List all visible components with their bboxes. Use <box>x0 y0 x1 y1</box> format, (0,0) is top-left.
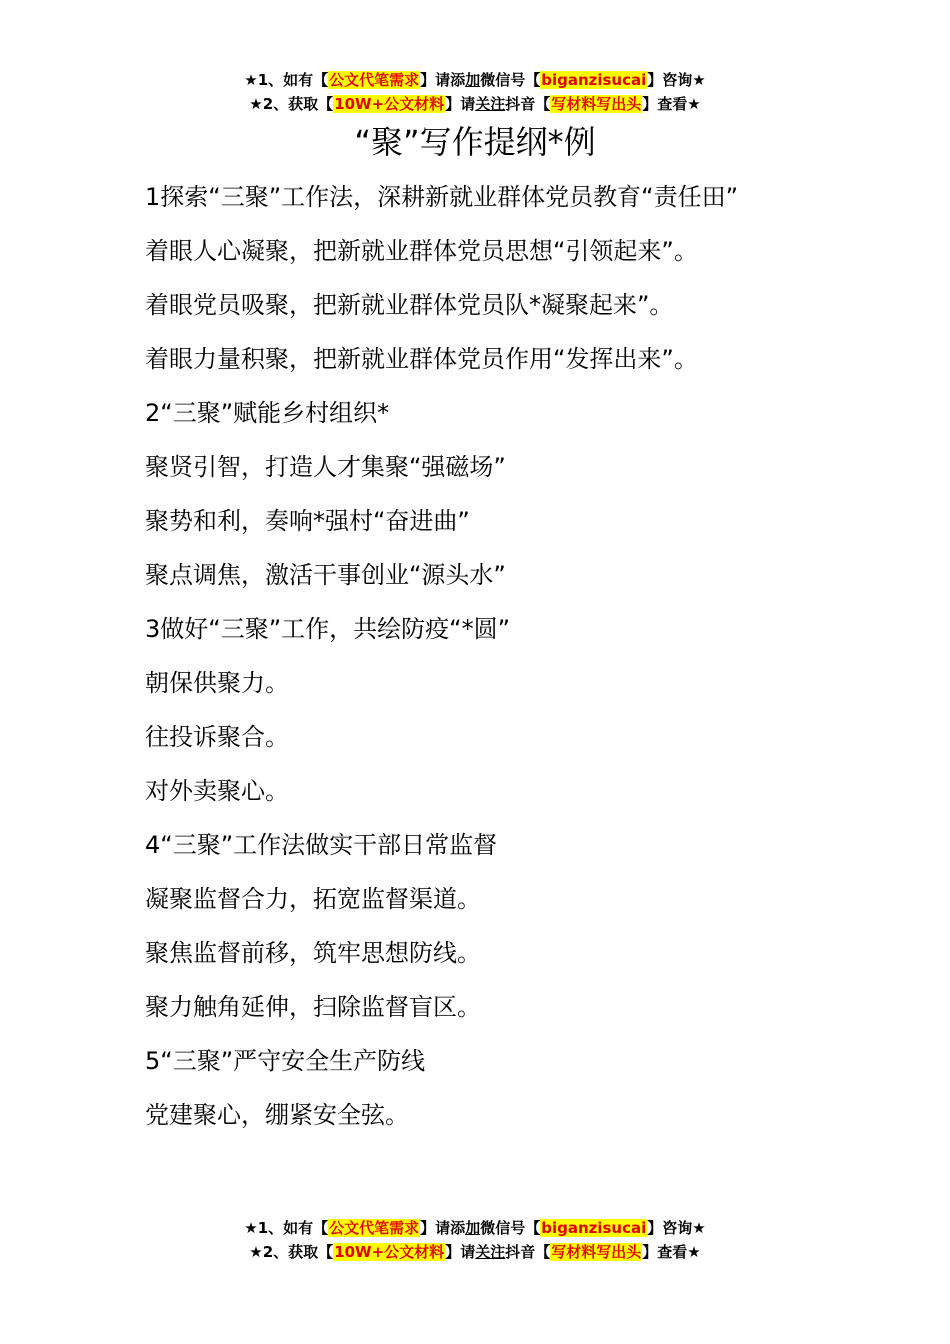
promo-text: 】请 <box>445 1243 476 1261</box>
promo-highlight: 公文代笔需求 <box>329 1219 420 1237</box>
promo-line-1 <box>0 68 950 92</box>
document-paragraph: 聚势和利，奏响*强村“奋进曲” <box>145 507 470 535</box>
top-promo-banner <box>0 68 950 116</box>
document-paragraph: 对外卖聚心。 <box>145 777 289 805</box>
promo-underlined-text: 关注 <box>475 95 506 113</box>
document-paragraph: 往投诉聚合。 <box>145 723 289 751</box>
wechat-id-highlight: biganzisucai <box>541 1219 647 1237</box>
promo-text: ★1、如有【 <box>244 71 329 89</box>
promo-line-2 <box>0 1240 950 1264</box>
document-paragraph: 着眼人心凝聚，把新就业群体党员思想“引领起来”。 <box>145 237 698 265</box>
douyin-highlight: 写材料写出头 <box>551 1243 642 1261</box>
promo-text: 】咨询★ <box>647 71 706 89</box>
promo-line-2 <box>0 92 950 116</box>
promo-text: 】请添 <box>420 71 466 89</box>
douyin-highlight: 写材料写出头 <box>551 95 642 113</box>
promo-underlined-text: 关注 <box>475 1243 506 1261</box>
document-paragraph: 朝保供聚力。 <box>145 669 289 697</box>
document-body <box>145 176 815 1148</box>
promo-text: 】查看★ <box>642 95 701 113</box>
promo-highlight: 公文代笔需求 <box>329 71 420 89</box>
promo-text: ★1、如有【 <box>244 1219 329 1237</box>
promo-line-1 <box>0 1216 950 1240</box>
promo-underlined-text: 加 <box>465 71 481 89</box>
document-paragraph: 聚贤引智，打造人才集聚“强磁场” <box>145 453 506 481</box>
promo-text: 微信号【 <box>480 71 541 89</box>
document-paragraph: 1探索“三聚”工作法，深耕新就业群体党员教育“责任田” <box>145 183 739 211</box>
promo-text: 抖音【 <box>505 1243 551 1261</box>
document-paragraph: 聚点调焦，激活干事创业“源头水” <box>145 561 506 589</box>
promo-text: 】请 <box>445 95 476 113</box>
promo-text: 】咨询★ <box>647 1219 706 1237</box>
promo-text: 抖音【 <box>505 95 551 113</box>
promo-underlined-text: 加 <box>465 1219 481 1237</box>
promo-text: 】请添 <box>420 1219 466 1237</box>
wechat-id-highlight: biganzisucai <box>541 71 647 89</box>
promo-highlight: 10W+公文材料 <box>334 1243 445 1261</box>
promo-highlight: 10W+公文材料 <box>334 95 445 113</box>
document-paragraph: 5“三聚”严守安全生产防线 <box>145 1047 426 1075</box>
bottom-promo-banner <box>0 1216 950 1264</box>
document-paragraph: 着眼力量积聚，把新就业群体党员作用“发挥出来”。 <box>145 345 698 373</box>
document-paragraph: 4“三聚”工作法做实干部日常监督 <box>145 831 498 859</box>
document-paragraph: 着眼党员吸聚，把新就业群体党员队*凝聚起来”。 <box>145 291 674 319</box>
document-paragraph: 党建聚心，绷紧安全弦。 <box>145 1101 409 1129</box>
document-paragraph: 聚焦监督前移，筑牢思想防线。 <box>145 939 481 967</box>
promo-text: 】查看★ <box>642 1243 701 1261</box>
document-paragraph: 2“三聚”赋能乡村组织* <box>145 399 390 427</box>
promo-text: 微信号【 <box>480 1219 541 1237</box>
promo-text: ★2、获取【 <box>249 1243 334 1261</box>
promo-text: ★2、获取【 <box>249 95 334 113</box>
document-paragraph: 聚力触角延伸，扫除监督盲区。 <box>145 993 481 1021</box>
document-title: “聚”写作提纲*例 <box>354 123 596 161</box>
document-paragraph: 凝聚监督合力，拓宽监督渠道。 <box>145 885 481 913</box>
document-paragraph: 3做好“三聚”工作，共绘防疫“*圆” <box>145 615 511 643</box>
